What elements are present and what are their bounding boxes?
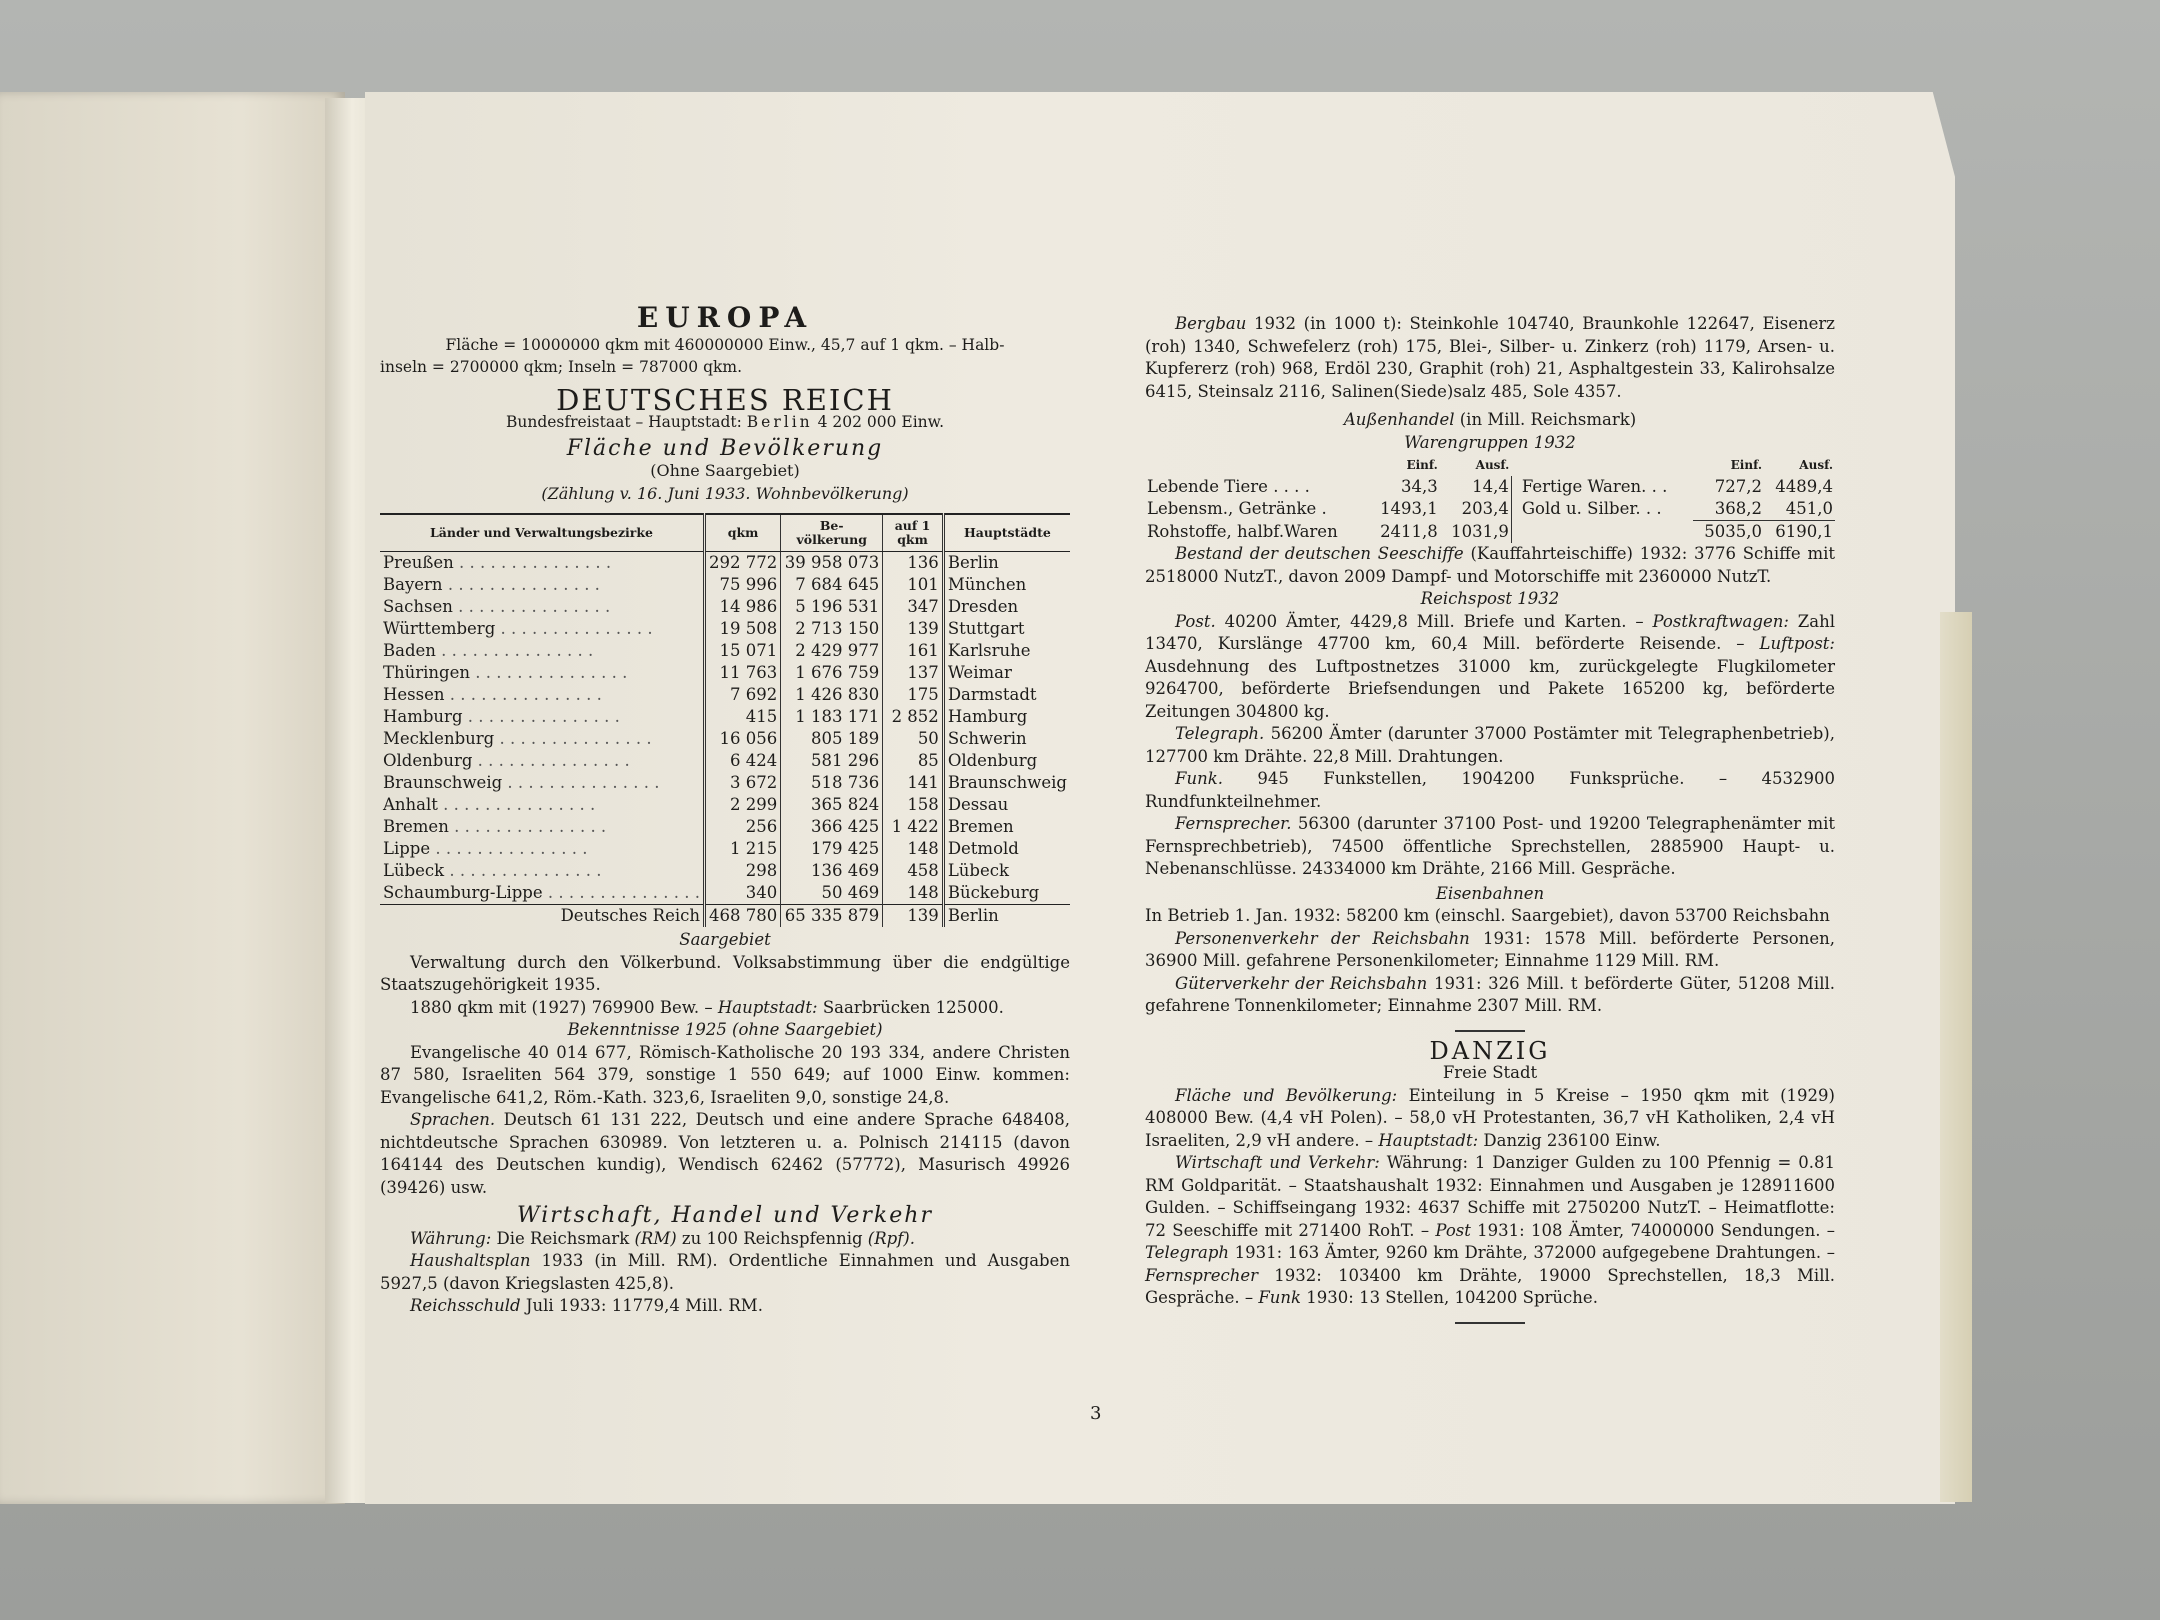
leader-dots: . . . . . . . . . . . . . . . — [437, 795, 596, 814]
post-paragraph — [1145, 611, 1835, 724]
land-dichte: 458 — [883, 860, 944, 882]
total-qkm: 468 780 — [704, 905, 780, 928]
saar-p2-city: Saarbrücken 125000. — [817, 997, 1004, 1017]
land-label: Bremen — [383, 817, 449, 836]
saar-p2 — [380, 997, 1070, 1020]
trade-row — [1145, 498, 1835, 521]
table-row — [380, 552, 1070, 575]
capital-prefix: Bundesfreistaat – Hauptstadt: — [505, 413, 747, 431]
aussenhandel-unit: (in Mill. Reichsmark) — [1454, 410, 1637, 429]
danzig-flaeche-paragraph — [1145, 1085, 1835, 1153]
trade-right-label: Gold u. Silber. . . — [1521, 499, 1662, 519]
land-name — [380, 772, 704, 794]
danzig-wirtschaft-label: Wirtschaft und Verkehr: — [1175, 1153, 1380, 1172]
table-row — [380, 618, 1070, 640]
danzig-wirtschaft-text: Währung: 1 Danziger Gulden zu 100 Pfennig = 0.81 RM Goldparität. – Staatshaushalt 1932: Einnahmen und Ausgaben je 128911600 Gulden. – Schiffseingang 1932: 4637 Schiffe mit 2750200 NutzT. – Heimatflotte: 72 Seeschiffe mit 271400 RohT. – — [1145, 1153, 1836, 1240]
table-row — [380, 838, 1070, 860]
land-name — [380, 552, 704, 575]
eisenbahnen-p1: In Betrieb 1. Jan. 1932: 58200 km (einschl. Saargebiet), davon 53700 Reichsbahn — [1145, 906, 1830, 925]
land-qkm: 14 986 — [704, 596, 780, 618]
land-bevoelkerung: 5 196 531 — [781, 596, 883, 618]
haushalt-paragraph — [380, 1250, 1070, 1295]
leader-dots: . . . . . . . . . . . . . . . — [453, 553, 612, 572]
land-bevoelkerung: 518 736 — [781, 772, 883, 794]
col-header-dichte: auf 1 qkm — [883, 514, 944, 552]
reich-capital — [380, 411, 1070, 434]
leader-dots: . . . . . . . . . . . . . . . — [452, 597, 611, 616]
land-qkm: 7 692 — [704, 684, 780, 706]
danzig-fernsprecher-label: Fernsprecher — [1145, 1265, 1259, 1285]
land-bevoelkerung: 2 713 150 — [781, 618, 883, 640]
trade-col-einf-left: Einf. — [1406, 458, 1438, 472]
table-row — [380, 882, 1070, 905]
personenverkehr-text: 1931: 1578 Mill. beförderte Personen, 36900 Mill. gefahrene Personenkilometer; Einnahme 1129 Mill. RM. — [1145, 928, 1836, 970]
land-hauptstadt: Braunschweig — [943, 772, 1070, 794]
land-dichte: 85 — [883, 750, 944, 772]
total-label: Deutsches Reich — [380, 905, 704, 928]
land-hauptstadt: Bremen — [943, 816, 1070, 838]
funk-text: 945 Funkstellen, 1904200 Funksprüche. – 4532900 Rundfunkteilnehmer. — [1145, 769, 1835, 811]
land-name — [380, 838, 704, 860]
table-row — [380, 794, 1070, 816]
reichsschuld-text: Juli 1933: 11779,4 Mill. RM. — [520, 1296, 763, 1315]
leader-dots: . . . . . . . . . . . . . . . — [442, 575, 600, 594]
gueterverkehr-label: Güterverkehr der Reichsbahn — [1175, 973, 1428, 993]
land-bevoelkerung: 805 189 — [781, 728, 883, 750]
trade-spacer — [1145, 454, 1369, 476]
reichsschuld-paragraph — [380, 1295, 1070, 1318]
col-header-hauptstaedte: Hauptstädte — [943, 514, 1070, 552]
land-label: Preußen — [383, 553, 454, 572]
land-bevoelkerung: 365 824 — [781, 794, 883, 816]
table-row — [380, 772, 1070, 794]
fernsprecher-paragraph — [1145, 813, 1835, 881]
left-column — [380, 301, 1070, 1318]
land-label: Mecklenburg — [383, 729, 495, 748]
sprachen-paragraph — [380, 1109, 1070, 1199]
leader-dots: . . . . . . . . . . . . . . . — [470, 663, 628, 682]
trade-right-einf: 368,2 — [1714, 499, 1762, 518]
leader-dots: . . . . . . . . . . . . . . . — [444, 685, 602, 704]
land-qkm: 75 996 — [704, 574, 780, 596]
eisenbahnen-heading: Eisenbahnen — [1435, 883, 1545, 903]
trade-right-ausf: 451,0 — [1785, 499, 1833, 518]
land-dichte: 347 — [883, 596, 944, 618]
post-text-1: 40200 Ämter, 4429,8 Mill. Briefe und Karten. – — [1215, 611, 1653, 631]
table-row — [380, 640, 1070, 662]
col-header-bevoelkerung: Be- völkerung — [781, 514, 883, 552]
europa-title: EUROPA — [636, 301, 814, 334]
post-text-3: Ausdehnung des Luftpostnetzes 31000 km, zurückgelegte Flugkilometer 9264700, beförderte Briefsendungen und Pakete 165200 kg, beförderte Zeitungen 304800 kg. — [1145, 656, 1835, 721]
land-label: Bayern — [383, 575, 443, 594]
land-label: Hessen — [383, 685, 445, 704]
reich-note-1: (Ohne Saargebiet) — [650, 461, 800, 480]
danzig-funk-label: Funk — [1258, 1288, 1302, 1307]
land-qkm: 15 071 — [704, 640, 780, 662]
table-row — [380, 750, 1070, 772]
land-qkm: 298 — [704, 860, 780, 882]
population-table — [380, 513, 1070, 927]
table-row — [380, 574, 1070, 596]
land-name — [380, 596, 704, 618]
leader-dots: . . . . . . . . . . . . . . . — [502, 773, 660, 792]
land-qkm: 11 763 — [704, 662, 780, 684]
trade-table — [1145, 454, 1835, 543]
land-dichte: 139 — [883, 618, 944, 640]
land-bevoelkerung: 1 426 830 — [781, 684, 883, 706]
leader-dots: . . . . . . . . . . . . . . . — [444, 861, 602, 880]
trade-row — [1145, 476, 1835, 498]
danzig-flaeche-text: Einteilung in 5 Kreise – 1950 qkm mit (1929) 408000 Bew. (4,4 vH Polen). – 58,0 vH Protestanten, 36,7 vH Katholiken, 2,4 vH Israeliten, 2,9 vH andere. – — [1145, 1085, 1835, 1150]
land-label: Baden — [383, 641, 436, 660]
land-name — [380, 750, 704, 772]
land-label: Württemberg — [383, 619, 496, 638]
danzig-telegraph-label: Telegraph — [1145, 1243, 1230, 1262]
saar-p2-label: Hauptstadt: — [717, 997, 818, 1017]
land-dichte: 158 — [883, 794, 944, 816]
land-hauptstadt: Oldenburg — [943, 750, 1070, 772]
land-dichte: 2 852 — [883, 706, 944, 728]
personenverkehr-label: Personenverkehr der Reichsbahn — [1175, 928, 1470, 948]
sprachen-text: Deutsch 61 131 222, Deutsch und eine andere Sprache 648408, nichtdeutsche Sprachen 630989. Von letzteren u. a. Polnisch 214115 (davon 164144 des Deutschen kundig), Wendisch 62462 (57772), Masurisch 49926 (39426) usw. — [380, 1110, 1070, 1197]
bergbau-text: 1932 (in 1000 t): Steinkohle 104740, Braunkohle 122647, Eisenerz (roh) 1340, Schwefelerz (roh) 175, Blei-, Silber- u. Zinkerz (roh) 1179, Arsen- u. Kupfererz (roh) 968, Erdöl 230, Graphit (roh) 21, Asphaltgestein 33, Kalirohsalze 6415, Steinsalz 2116, Salinen(Siede)salz 485, Sole 4357. — [1145, 314, 1835, 401]
fernsprecher-text: 56300 (darunter 37100 Post- und 19200 Telegraphenämter mit Fernsprechbetrieb), 74500 öffentliche Sprechstellen, 2885900 Haupt- u. Nebenanschlüsse. 24334000 km Drähte, 2166 Mill. Gespräche. — [1145, 814, 1835, 878]
reich-note-2: (Zählung v. 16. Juni 1933. Wohnbevölkerung) — [541, 483, 909, 503]
danzig-hauptstadt-text: Danzig 236100 Einw. — [1478, 1130, 1661, 1150]
land-dichte: 148 — [883, 838, 944, 860]
waehrung-paragraph — [380, 1228, 1070, 1251]
capital-city: Berlin — [746, 413, 813, 431]
seeschiffe-text: (Kauffahrteischiffe) 1932: 3776 Schiffe mit 2518000 NutzT., davon 2009 Dampf- und Motorschiffe mit 2360000 NutzT. — [1145, 544, 1835, 586]
saar-heading: Saargebiet — [679, 930, 771, 949]
leader-dots: . . . . . . . . . . . . . . . — [494, 729, 652, 748]
land-hauptstadt: Schwerin — [943, 728, 1070, 750]
trade-left-label: Rohstoffe, halbf.Waren — [1147, 521, 1338, 541]
section-flaeche: Fläche und Bevölkerung — [566, 435, 884, 461]
land-name — [380, 794, 704, 816]
land-label: Oldenburg — [383, 751, 473, 770]
bergbau-label: Bergbau — [1175, 314, 1247, 333]
trade-row — [1145, 521, 1835, 544]
land-bevoelkerung: 366 425 — [781, 816, 883, 838]
table-row — [380, 860, 1070, 882]
table-row — [380, 816, 1070, 838]
right-column — [1145, 313, 1835, 1332]
europa-line-2: inseln = 2700000 qkm; Inseln = 787000 qkm. — [380, 358, 743, 376]
land-name — [380, 662, 704, 684]
table-row — [380, 706, 1070, 728]
land-label: Schaumburg-Lippe — [383, 883, 543, 902]
table-body — [380, 552, 1070, 905]
divider-rule — [1455, 1030, 1525, 1032]
land-hauptstadt: Darmstadt — [943, 684, 1070, 706]
danzig-telegraph-text: 1931: 163 Ämter, 9260 km Drähte, 372000 aufgegebene Drahtungen. – — [1229, 1243, 1835, 1262]
aussenhandel-label: Außenhandel — [1343, 410, 1455, 429]
trade-left-einf: 1493,1 — [1380, 499, 1438, 519]
trade-header-row — [1145, 454, 1835, 476]
post-text-2: Zahl 13470, Kurslänge 47700 km, 60,4 Mill. beförderte Reisende. – — [1145, 611, 1836, 653]
trade-left-ausf: 1031,9 — [1440, 521, 1512, 544]
wirtschaft-heading: Wirtschaft, Handel und Verkehr — [517, 1203, 933, 1228]
funk-paragraph — [1145, 768, 1835, 813]
seeschiffe-paragraph — [1145, 543, 1835, 588]
land-hauptstadt: Bückeburg — [943, 882, 1070, 905]
land-bevoelkerung: 50 469 — [781, 882, 883, 905]
land-hauptstadt: Weimar — [943, 662, 1070, 684]
leader-dots: . . . . . . . . . . . . . . . — [542, 883, 700, 902]
capital-suffix: 4 202 000 Einw. — [812, 413, 945, 431]
page-number: 3 — [1090, 1403, 1102, 1424]
total-hauptstadt: Berlin — [943, 905, 1070, 928]
telegraph-paragraph — [1145, 723, 1835, 768]
waehrung-abbr-rm: (RM) — [634, 1228, 677, 1248]
table-header-row — [380, 514, 1070, 552]
land-bevoelkerung: 581 296 — [781, 750, 883, 772]
land-label: Thüringen — [383, 663, 471, 682]
europa-line-1: Fläche = 10000000 qkm mit 460000000 Einw., 45,7 auf 1 qkm. – Halb- — [445, 335, 1005, 354]
trade-spacer — [1511, 521, 1693, 544]
leader-dots: . . . . . . . . . . . . . . . — [495, 619, 653, 638]
fernsprecher-label: Fernsprecher. — [1175, 814, 1292, 833]
bekenntnisse-p1: Evangelische 40 014 677, Römisch-Katholische 20 193 334, andere Christen 87 580, Israeliten 564 379, sonstige 1 550 649; auf 1000 Einw. kommen: Evangelische 641,2, Röm.-Kath. 323,6, Israeliten 9,0, sonstige 24,8. — [380, 1042, 1070, 1107]
divider-rule-bottom — [1455, 1322, 1525, 1324]
trade-left-label: Lebensm., Getränke . — [1147, 499, 1327, 519]
land-hauptstadt: Dessau — [943, 794, 1070, 816]
land-name — [380, 640, 704, 662]
danzig-flaeche-label: Fläche und Bevölkerung: — [1175, 1085, 1398, 1105]
col-header-laender: Länder und Verwaltungsbezirke — [380, 514, 704, 552]
reichspost-heading: Reichspost 1932 — [1420, 589, 1560, 608]
land-bevoelkerung: 1 183 171 — [781, 706, 883, 728]
land-label: Braunschweig — [383, 773, 503, 792]
saar-p1: Verwaltung durch den Völkerbund. Volksabstimmung über die endgültige Staatszugehörigkeit 1935. — [380, 952, 1070, 994]
leader-dots: . . . . . . . . . . . . . . . — [448, 817, 607, 836]
land-label: Hamburg — [383, 707, 463, 726]
land-qkm: 415 — [704, 706, 780, 728]
trade-right-einf: 727,2 — [1714, 477, 1762, 496]
table-row — [380, 728, 1070, 750]
leader-dots: . . . . . . . . . . . . . . . — [462, 707, 620, 726]
trade-left-ausf: 14,4 — [1440, 476, 1512, 498]
land-label: Lippe — [383, 839, 431, 858]
saar-p2-text: 1880 qkm mit (1927) 769900 Bew. – — [410, 997, 718, 1017]
land-bevoelkerung: 7 684 645 — [781, 574, 883, 596]
trade-sum-ausf: 6190,1 — [1764, 521, 1835, 544]
land-hauptstadt: Stuttgart — [943, 618, 1070, 640]
land-name — [380, 728, 704, 750]
reich-title: DEUTSCHES REICH — [556, 382, 894, 417]
trade-spacer — [1511, 454, 1693, 476]
trade-col-ausf-left: Ausf. — [1475, 458, 1510, 472]
land-dichte: 148 — [883, 882, 944, 905]
land-dichte: 175 — [883, 684, 944, 706]
land-name — [380, 618, 704, 640]
leader-dots: . . . . . . . . . . . . . . . — [435, 641, 594, 660]
land-name — [380, 860, 704, 882]
land-bevoelkerung: 179 425 — [781, 838, 883, 860]
bekenntnisse-heading: Bekenntnisse 1925 (ohne Saargebiet) — [567, 1020, 883, 1039]
danzig-fernsprecher-text: 1932: 103400 km Drähte, 19000 Sprechstellen, 18,3 Mill. Gespräche. – — [1145, 1265, 1835, 1307]
trade-left-einf: 2411,8 — [1380, 521, 1438, 541]
land-dichte: 136 — [883, 552, 944, 575]
danzig-wirtschaft-paragraph — [1145, 1152, 1835, 1310]
waehrung-abbr-rpf: (Rpf). — [867, 1228, 915, 1248]
telegraph-label: Telegraph. — [1175, 724, 1265, 743]
land-qkm: 256 — [704, 816, 780, 838]
land-label: Sachsen — [383, 597, 453, 616]
trade-left-label: Lebende Tiere . . . . — [1147, 477, 1310, 496]
haushalt-label: Haushaltsplan — [410, 1251, 531, 1270]
gueterverkehr-paragraph — [1145, 973, 1835, 1018]
danzig-post-label: Post — [1435, 1220, 1471, 1240]
trade-col-ausf-right: Ausf. — [1799, 458, 1833, 472]
land-hauptstadt: Karlsruhe — [943, 640, 1070, 662]
danzig-funk-text: 1930: 13 Stellen, 104200 Sprüche. — [1301, 1288, 1598, 1307]
land-dichte: 161 — [883, 640, 944, 662]
land-hauptstadt: Detmold — [943, 838, 1070, 860]
land-dichte: 141 — [883, 772, 944, 794]
table-row — [380, 596, 1070, 618]
seeschiffe-label: Bestand der deutschen Seeschiffe — [1175, 544, 1464, 563]
land-name — [380, 684, 704, 706]
leader-dots: . . . . . . . . . . . . . . . — [472, 751, 630, 770]
danzig-subtitle: Freie Stadt — [1442, 1063, 1538, 1082]
land-name — [380, 816, 704, 838]
danzig-title: DANZIG — [1429, 1036, 1551, 1065]
land-qkm: 2 299 — [704, 794, 780, 816]
trade-right-ausf: 4489,4 — [1775, 477, 1833, 496]
land-label: Anhalt — [383, 795, 438, 814]
land-hauptstadt: Lübeck — [943, 860, 1070, 882]
land-qkm: 6 424 — [704, 750, 780, 772]
land-bevoelkerung: 1 676 759 — [781, 662, 883, 684]
land-name — [380, 574, 704, 596]
bergbau-paragraph — [1145, 313, 1835, 403]
waehrung-text-2: zu 100 Reichspfennig — [676, 1228, 868, 1248]
haushalt-text: 1933 (in Mill. RM). Ordentliche Einnahmen und Ausgaben 5927,5 (davon Kriegslasten 425,8). — [380, 1251, 1070, 1293]
danzig-post-text: 1931: 108 Ämter, 74000000 Sendungen. – — [1470, 1220, 1836, 1240]
col-header-qkm: qkm — [704, 514, 780, 552]
danzig-hauptstadt-label: Hauptstadt: — [1378, 1130, 1479, 1150]
land-qkm: 16 056 — [704, 728, 780, 750]
land-name — [380, 882, 704, 905]
land-dichte: 101 — [883, 574, 944, 596]
total-bevoelkerung: 65 335 879 — [781, 905, 883, 928]
trade-left-ausf: 203,4 — [1440, 498, 1512, 521]
land-dichte: 137 — [883, 662, 944, 684]
land-qkm: 19 508 — [704, 618, 780, 640]
land-bevoelkerung: 2 429 977 — [781, 640, 883, 662]
land-dichte: 50 — [883, 728, 944, 750]
land-qkm: 292 772 — [704, 552, 780, 575]
waehrung-text-1: Die Reichsmark — [491, 1228, 635, 1248]
land-hauptstadt: Berlin — [943, 552, 1070, 575]
land-qkm: 1 215 — [704, 838, 780, 860]
trade-right-label: Fertige Waren. . . — [1521, 477, 1668, 496]
trade-sum-einf: 5035,0 — [1693, 521, 1764, 544]
table-row — [380, 684, 1070, 706]
trade-left-einf: 34,3 — [1401, 477, 1438, 496]
table-total-row — [380, 905, 1070, 928]
land-hauptstadt: Hamburg — [943, 706, 1070, 728]
luftpost-label: Luftpost: — [1759, 634, 1835, 653]
land-hauptstadt: Dresden — [943, 596, 1070, 618]
land-qkm: 3 672 — [704, 772, 780, 794]
waehrung-label: Währung: — [410, 1228, 492, 1248]
aussenhandel-heading — [1145, 409, 1835, 432]
telegraph-text: 56200 Ämter (darunter 37000 Postämter mit Telegraphenbetrieb), 127700 km Drähte. 22,8 Mill. Drahtungen. — [1145, 724, 1835, 766]
land-hauptstadt: München — [943, 574, 1070, 596]
gueterverkehr-text: 1931: 326 Mill. t beförderte Güter, 51208 Mill. gefahrene Tonnenkilometer; Einnahme 2307 Mill. RM. — [1145, 973, 1836, 1015]
land-label: Lübeck — [383, 861, 445, 880]
total-dichte: 139 — [883, 905, 944, 928]
postkraftwagen-label: Postkraftwagen: — [1652, 611, 1789, 631]
land-bevoelkerung: 39 958 073 — [781, 552, 883, 575]
post-label: Post. — [1175, 611, 1216, 631]
funk-label: Funk. — [1175, 769, 1223, 788]
land-dichte: 1 422 — [883, 816, 944, 838]
land-qkm: 340 — [704, 882, 780, 905]
personenverkehr-paragraph — [1145, 928, 1835, 973]
warengruppen-heading: Warengruppen 1932 — [1404, 432, 1576, 452]
leader-dots: . . . . . . . . . . . . . . . — [430, 839, 588, 858]
land-bevoelkerung: 136 469 — [781, 860, 883, 882]
land-name — [380, 706, 704, 728]
table-row — [380, 662, 1070, 684]
trade-col-einf-right: Einf. — [1730, 458, 1762, 472]
sprachen-label: Sprachen. — [410, 1110, 496, 1129]
reichsschuld-label: Reichsschuld — [410, 1296, 521, 1315]
